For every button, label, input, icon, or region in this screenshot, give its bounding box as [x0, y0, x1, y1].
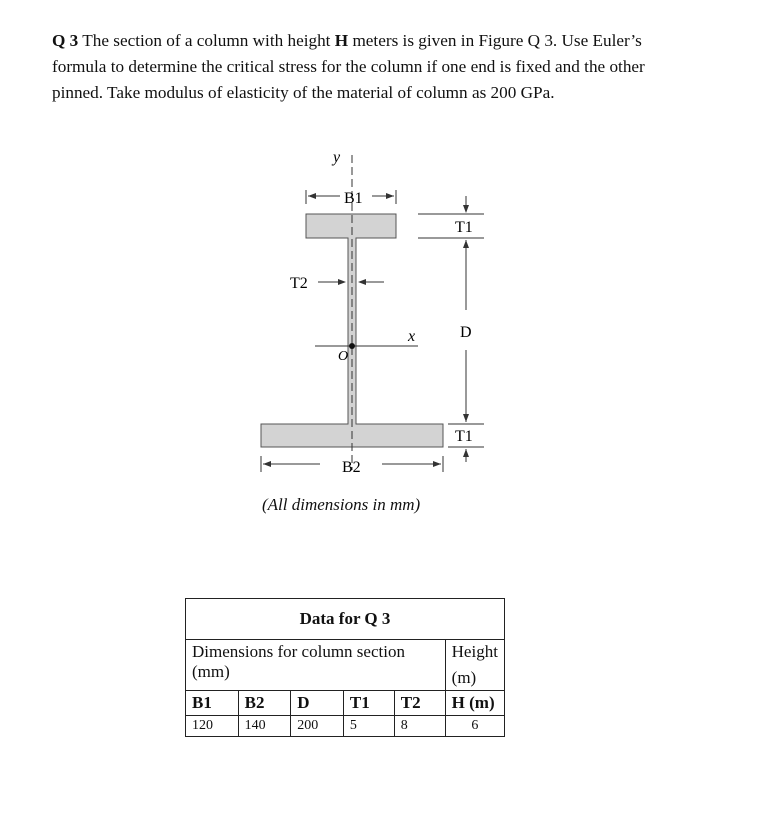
val-h: 6	[445, 716, 504, 737]
question-label: Q 3	[52, 31, 79, 50]
label-x: x	[408, 328, 416, 345]
height-header-line1: Height	[451, 642, 498, 661]
question-text	[52, 28, 692, 106]
val-t2: 8	[394, 716, 445, 737]
label-o: O	[338, 349, 349, 364]
table-title: Data for Q 3	[186, 599, 505, 640]
section-header: Dimensions for column section (mm)	[186, 640, 446, 691]
question-bold-h: H	[334, 31, 349, 50]
centroid-point	[349, 343, 355, 349]
label-t1-top: T1	[455, 219, 473, 236]
col-t2: T2	[394, 691, 445, 716]
data-table	[185, 598, 505, 737]
question-text-part1: The section of a column with height	[78, 31, 335, 50]
label-y: y	[333, 149, 341, 166]
height-header	[445, 640, 504, 691]
label-t2: T2	[290, 275, 308, 292]
question-text-part2: meters is given in Figure Q 3. Use Euler’s formula to determine the critical stress for the column if one end is fixed and the other pinned. Take modulus of elasticity of the material of column as 200 GPa.	[52, 31, 645, 102]
label-b2: B2	[342, 459, 361, 476]
col-b2: B2	[238, 691, 291, 716]
val-t1: 5	[343, 716, 394, 737]
label-b1: B1	[344, 190, 363, 207]
val-d: 200	[291, 716, 344, 737]
col-b1: B1	[186, 691, 239, 716]
i-section-figure	[240, 140, 540, 540]
figure-caption: (All dimensions in mm)	[262, 495, 421, 514]
col-h: H (m)	[445, 691, 504, 716]
height-header-line2: (m)	[451, 668, 477, 687]
label-d: D	[460, 324, 472, 341]
col-d: D	[291, 691, 344, 716]
val-b2: 140	[238, 716, 291, 737]
val-b1: 120	[186, 716, 239, 737]
label-t1-bottom: T1	[455, 428, 473, 445]
col-t1: T1	[343, 691, 394, 716]
